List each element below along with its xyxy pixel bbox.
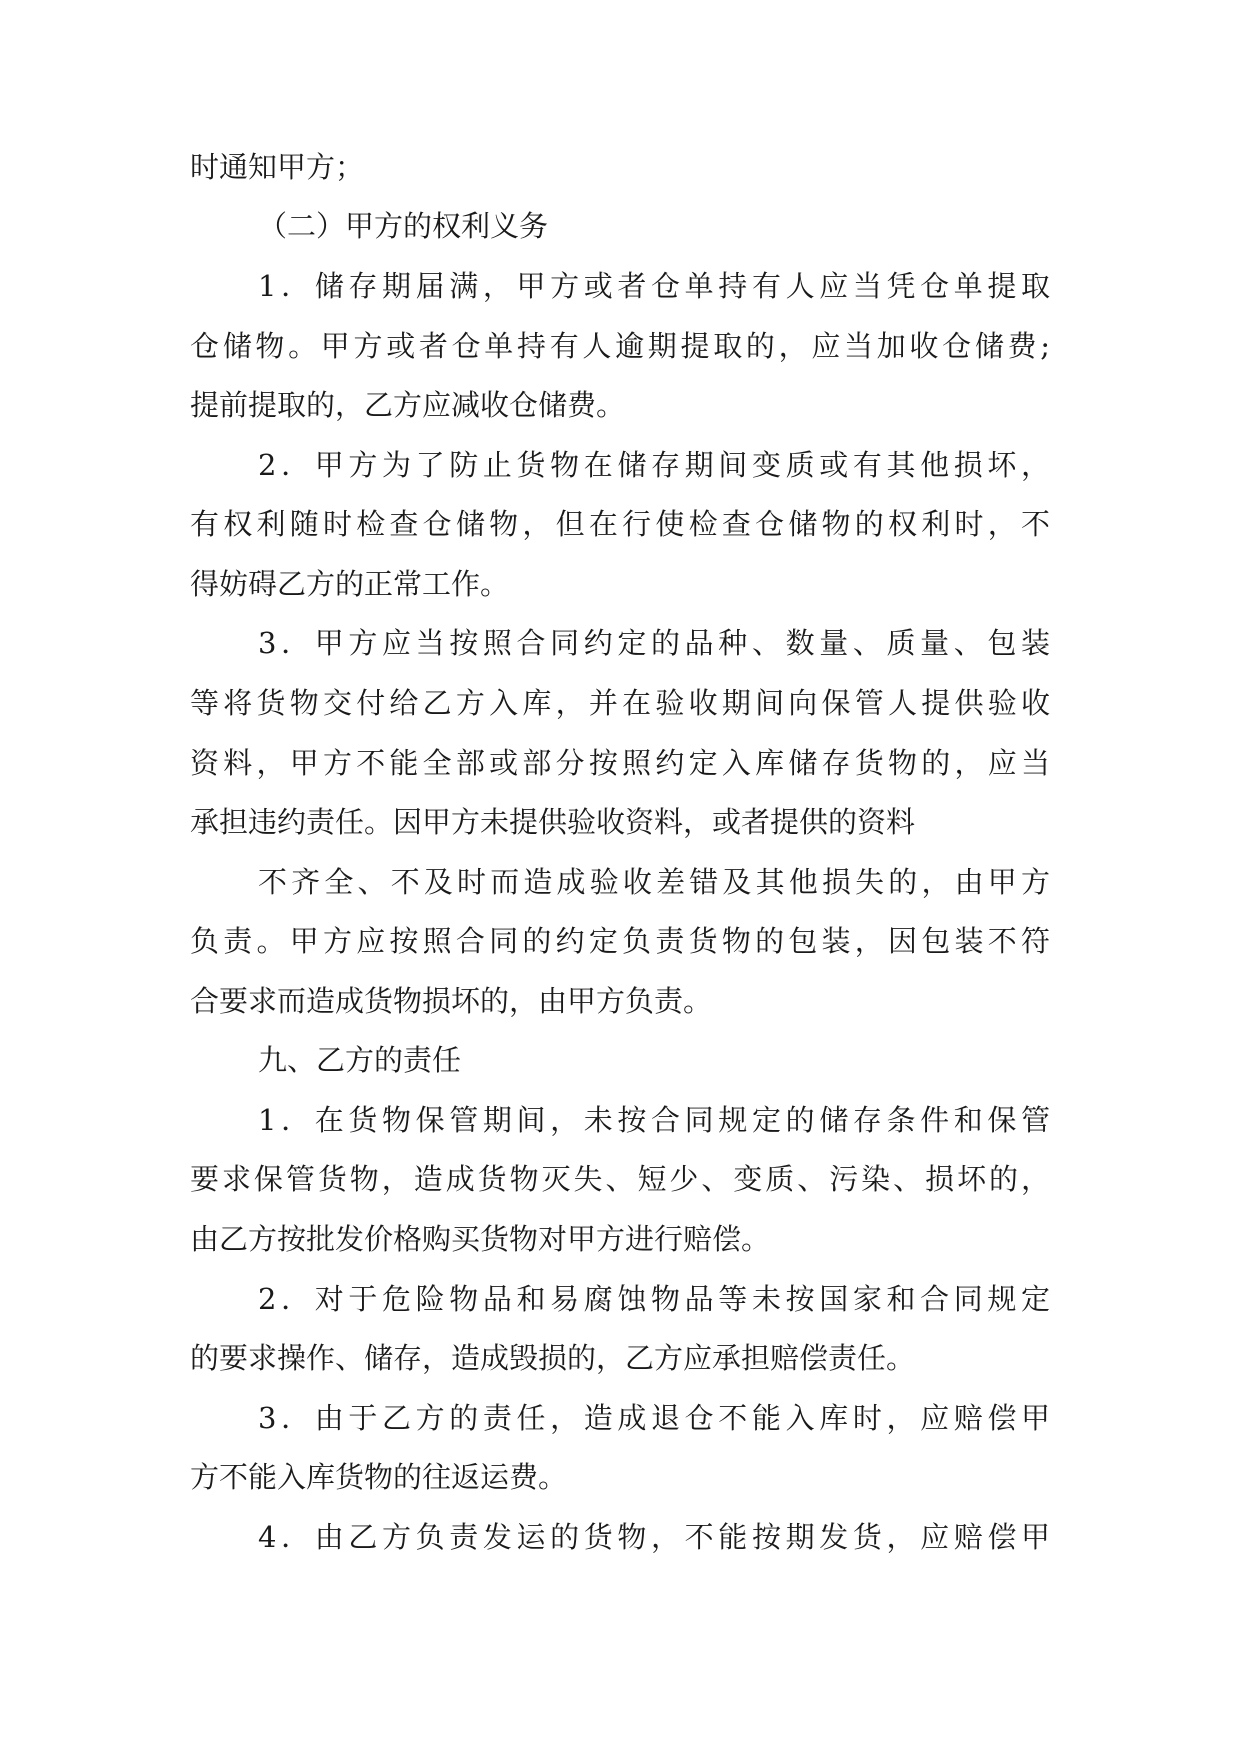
text-line: 不齐全、不及时而造成验收差错及其他损失的，由甲方: [258, 865, 1050, 899]
text-line: 得妨碍乙方的正常工作。: [190, 567, 510, 601]
text-line: 由乙方按批发价格购买货物对甲方进行赔偿。: [190, 1222, 771, 1256]
section-heading: 九、乙方的责任: [258, 1043, 462, 1077]
text-line: 承担违约责任。因甲方未提供验收资料，或者提供的资料: [190, 805, 916, 839]
text-line: 2．对于危险物品和易腐蚀物品等未按国家和合同规定: [258, 1282, 1050, 1316]
text-line: 仓储物。甲方或者仓单持有人逾期提取的，应当加收仓储费;: [190, 329, 1050, 363]
text-line: 时通知甲方；: [190, 150, 365, 184]
text-line: 要求保管货物，造成货物灭失、短少、变质、污染、损坏的，: [190, 1162, 1050, 1196]
text-line: 负责。甲方应按照合同的约定负责货物的包装，因包装不符: [190, 924, 1050, 958]
text-line: 1．在货物保管期间，未按合同规定的储存条件和保管: [258, 1103, 1050, 1137]
section-heading: （二）甲方的权利义务: [258, 209, 549, 243]
text-line: 提前提取的，乙方应减收仓储费。: [190, 388, 626, 422]
text-line: 的要求操作、储存，造成毁损的，乙方应承担赔偿责任。: [190, 1341, 916, 1375]
text-line: 2．甲方为了防止货物在储存期间变质或有其他损坏，: [258, 448, 1050, 482]
text-line: 1．储存期届满，甲方或者仓单持有人应当凭仓单提取: [258, 269, 1050, 303]
text-line: 方不能入库货物的往返运费。: [190, 1460, 568, 1494]
text-line: 合要求而造成货物损坏的，由甲方负责。: [190, 984, 713, 1018]
text-line: 资料，甲方不能全部或部分按照约定入库储存货物的，应当: [190, 746, 1050, 780]
text-line: 3．由于乙方的责任，造成退仓不能入库时，应赔偿甲: [258, 1401, 1050, 1435]
text-line: 3．甲方应当按照合同约定的品种、数量、质量、包装: [258, 626, 1050, 660]
text-line: 有权利随时检查仓储物，但在行使检查仓储物的权利时，不: [190, 507, 1050, 541]
text-line: 4．由乙方负责发运的货物，不能按期发货，应赔偿甲: [258, 1520, 1050, 1554]
text-line: 等将货物交付给乙方入库，并在验收期间向保管人提供验收: [190, 686, 1050, 720]
